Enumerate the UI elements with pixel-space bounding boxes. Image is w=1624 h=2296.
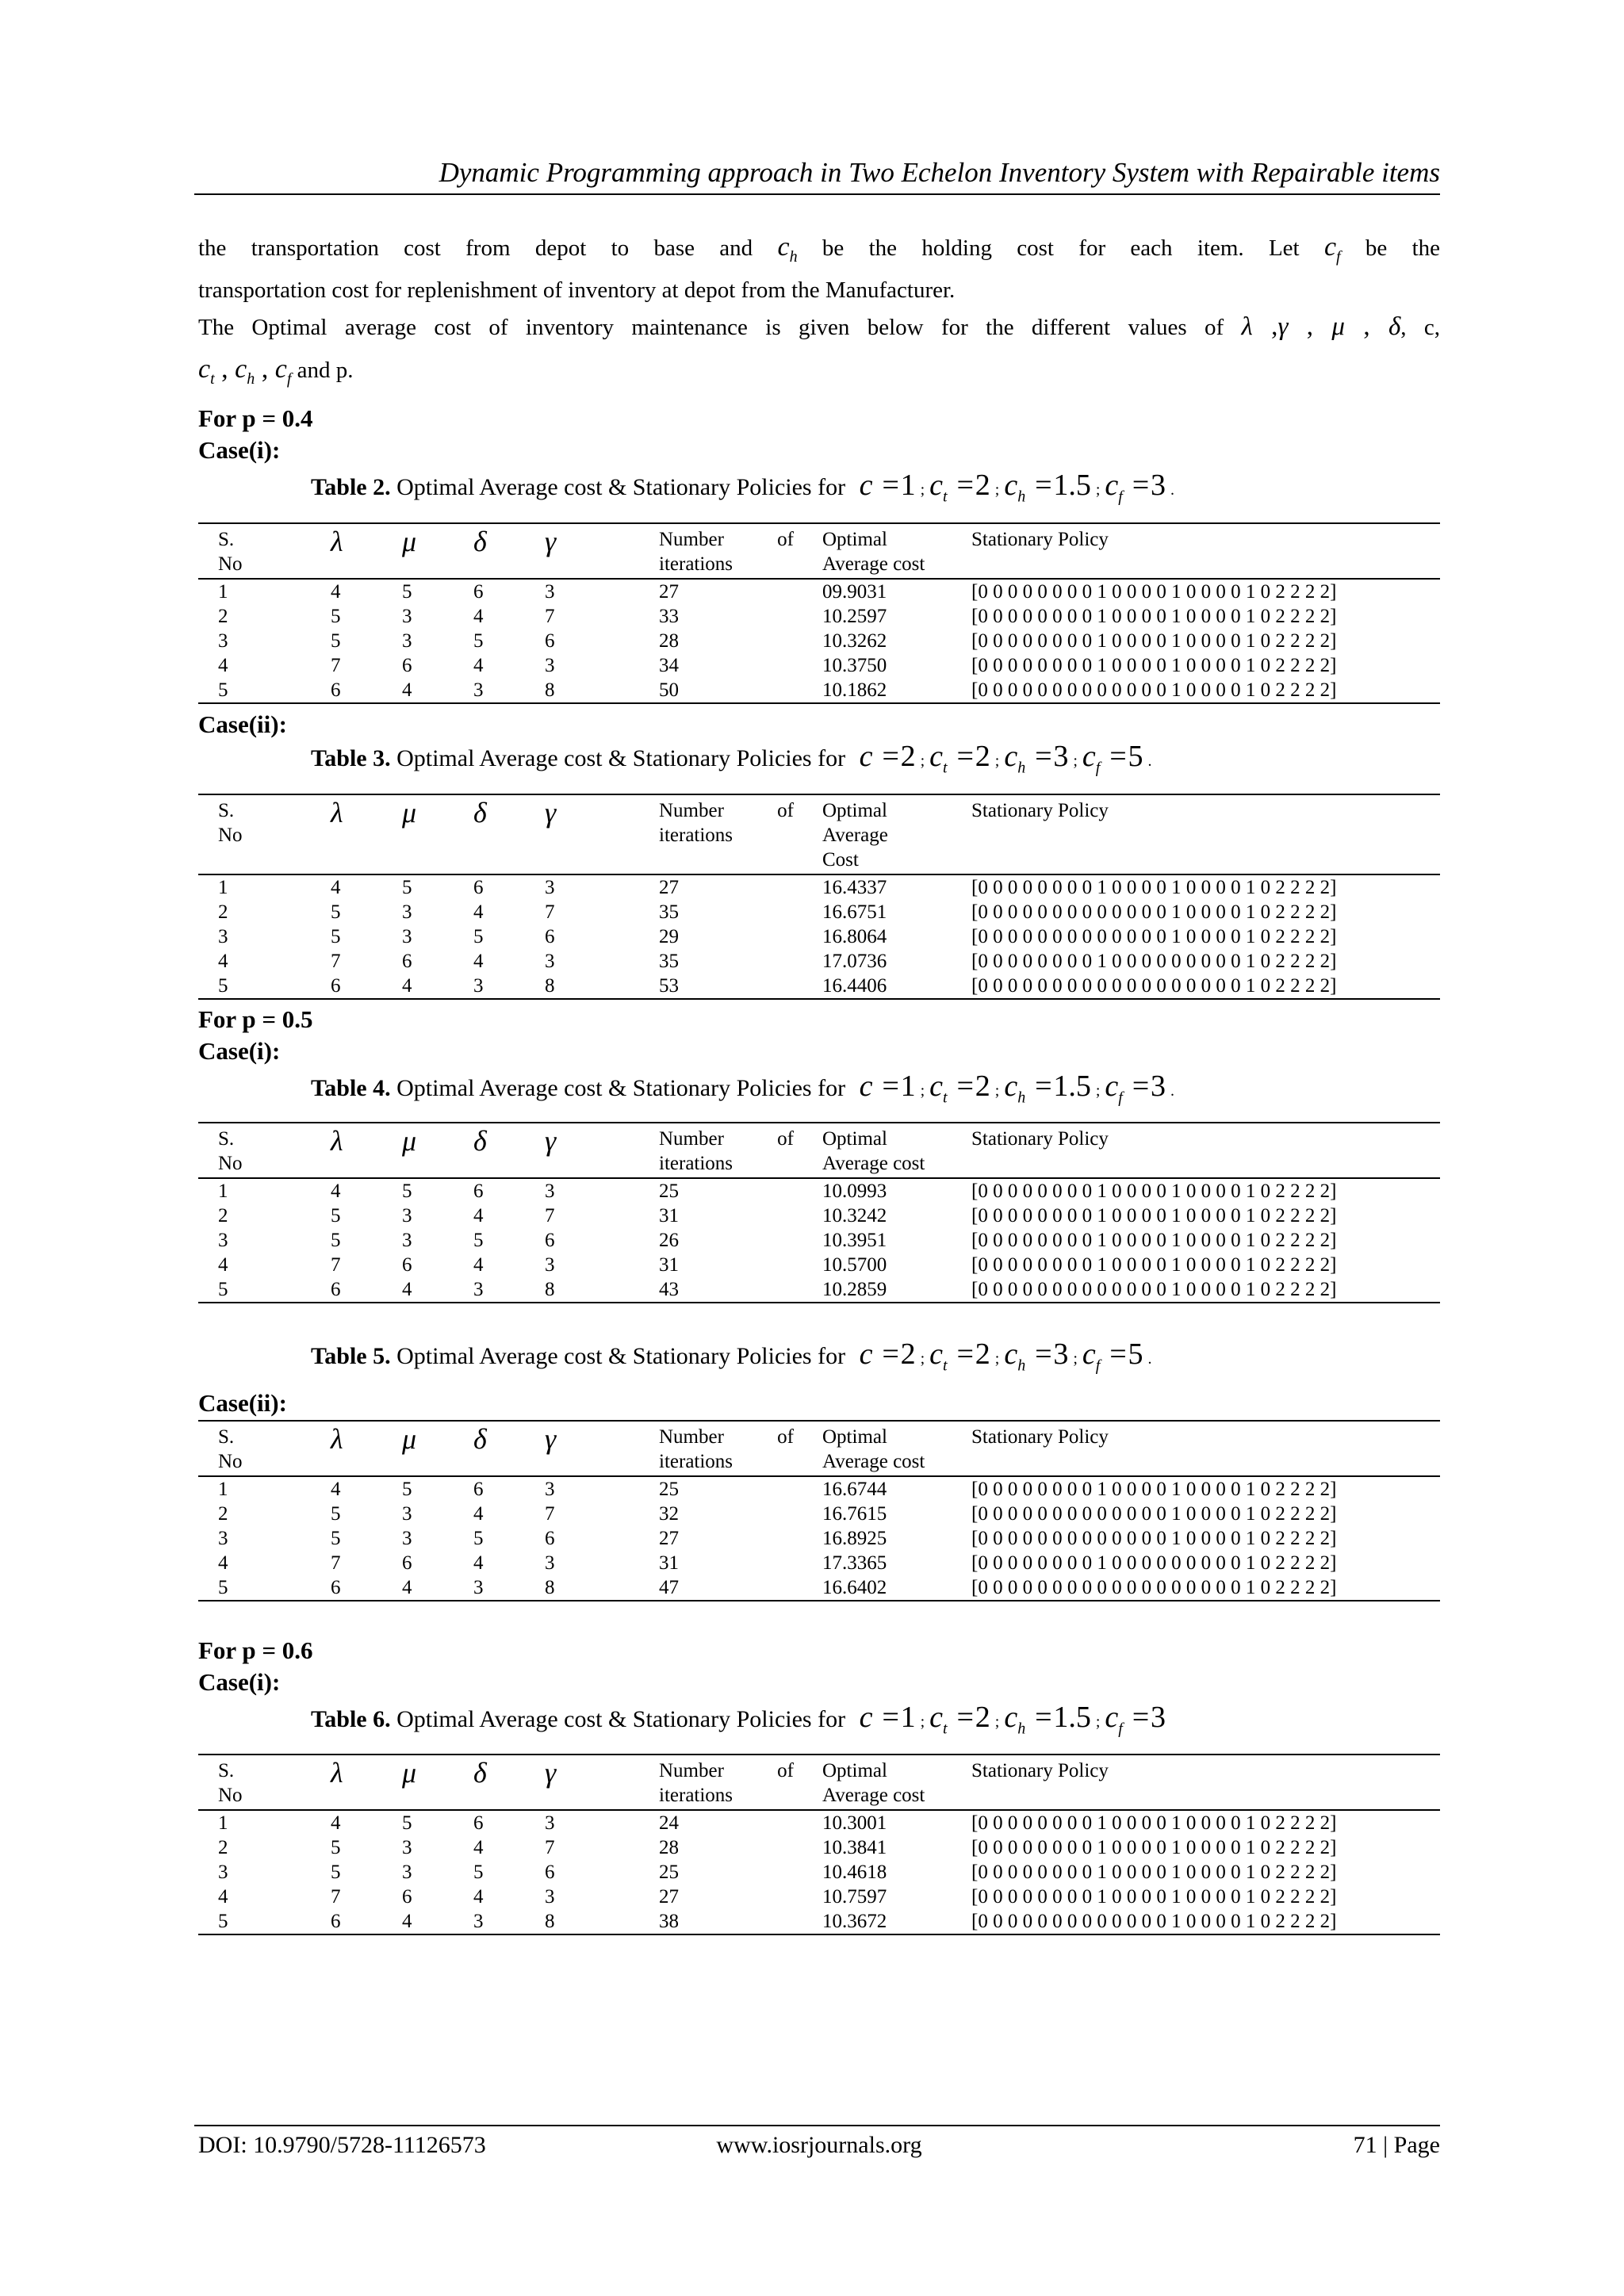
serial-number-cell: 4 <box>218 951 228 972</box>
table-row <box>198 949 1440 974</box>
iterations-cell: 38 <box>659 1909 822 1934</box>
stationary-policy-cell: [0 0 0 0 0 0 0 0 1 0 0 0 0 1 0 0 0 0 1 0 2 2 2 2] <box>971 877 1337 898</box>
iterations-cell: 25 <box>659 1181 679 1202</box>
table-row <box>198 1178 1440 1203</box>
table-header-row: S. No λ μ δ γ Number of iterations Optimal Average cost Stationary Policy <box>198 1755 1440 1810</box>
mu-cell: 3 <box>402 1503 412 1525</box>
delta-cell: 3 <box>473 1277 545 1303</box>
stationary-policy-cell: [0 0 0 0 0 0 0 0 0 0 0 0 0 1 0 0 0 0 1 0 2 2 2 2] <box>971 678 1440 703</box>
stationary-policy-cell: [0 0 0 0 0 0 0 0 1 0 0 0 0 1 0 0 0 0 1 0 2 2 2 2] <box>971 581 1337 603</box>
table-row <box>198 1551 1440 1575</box>
stationary-policy-cell: [0 0 0 0 0 0 0 0 1 0 0 0 0 0 0 0 0 0 1 0 2 2 2 2] <box>971 1552 1337 1574</box>
table-header-row: S. No λ μ δ γ Number of iterations Optimal Average Cost Stationary Policy <box>198 794 1440 874</box>
gamma-cell: 3 <box>545 1812 555 1834</box>
optimal-cost-cell: 10.3262 <box>822 630 887 652</box>
header-rule <box>194 193 1440 195</box>
mu-header: μ <box>402 1757 417 1789</box>
gamma-header: γ <box>545 1125 557 1157</box>
table-3-params: c =2 ; $c_t =2$ ; $c_h =3$ ; $c_f =5$ . <box>859 740 1152 777</box>
gamma-cell: 7 <box>545 1837 555 1858</box>
serial-number-cell: 1 <box>218 877 228 898</box>
delta-header: δ <box>473 1125 487 1157</box>
table-6-caption: Table 6. Optimal Average cost & Stationary Policies for c =1 ; $c_t =2$ ; $c_h =1.5$ ; $c_f =3$ <box>311 1701 1166 1738</box>
serial-number-cell: 1 <box>218 1181 228 1202</box>
case-i-heading: Case(i): <box>198 436 281 464</box>
lambda-header: λ <box>331 1757 343 1789</box>
intro-line-4 <box>198 354 1440 395</box>
iterations-cell: 50 <box>659 678 822 703</box>
iterations-cell: 34 <box>659 655 679 676</box>
iterations-cell: 33 <box>659 606 679 627</box>
delta-cell: 5 <box>473 1862 484 1883</box>
optimal-cost-cell: 16.8064 <box>822 926 887 947</box>
optimal-cost-cell: 10.1862 <box>822 678 971 703</box>
table-3 <box>198 794 1440 1000</box>
optimal-cost-cell: 16.4406 <box>822 974 971 999</box>
table-row <box>198 924 1440 949</box>
lambda-cell: 4 <box>331 1812 341 1834</box>
mu-cell: 3 <box>402 1230 412 1251</box>
stationary-policy-cell: [0 0 0 0 0 0 0 0 1 0 0 0 0 1 0 0 0 0 1 0 2 2 2 2] <box>971 1862 1337 1883</box>
table-row <box>198 1575 1440 1601</box>
serial-number-cell: 3 <box>218 1862 228 1883</box>
table-row <box>198 1860 1440 1885</box>
mu-header: μ <box>402 1423 417 1455</box>
optimal-cost-cell: 10.4618 <box>822 1862 887 1883</box>
gamma-cell: 8 <box>545 678 659 703</box>
serial-number-cell: 4 <box>218 1254 228 1276</box>
delta-header: δ <box>473 526 487 557</box>
intro-text-4: and p. <box>297 358 354 383</box>
iterations-cell: 31 <box>659 1205 679 1226</box>
delta-header: δ <box>473 797 487 828</box>
stationary-policy-cell: [0 0 0 0 0 0 0 0 1 0 0 0 0 1 0 0 0 0 1 0 2 2 2 2] <box>971 1812 1337 1834</box>
lambda-cell: 7 <box>331 1254 341 1276</box>
mu-cell: 6 <box>402 1886 412 1908</box>
delta-cell: 6 <box>473 581 484 603</box>
serial-number-cell: 2 <box>218 901 228 923</box>
mu-cell: 5 <box>402 581 412 603</box>
iterations-cell: 43 <box>659 1277 822 1303</box>
lambda-header: λ <box>331 526 343 557</box>
case-ii-heading: Case(ii): <box>198 710 287 738</box>
table-row <box>198 678 1440 703</box>
mu-cell: 4 <box>402 678 473 703</box>
table-5-caption: Table 5. Optimal Average cost & Stationary Policies for c =2 ; $c_t =2$ ; $c_h =3$ ; $c_f =5$ . <box>311 1338 1342 1382</box>
lambda-cell: 5 <box>331 1837 341 1858</box>
table-row <box>198 1253 1440 1277</box>
serial-number-cell: 5 <box>198 1575 331 1601</box>
stationary-policy-cell: [0 0 0 0 0 0 0 0 0 0 0 0 0 1 0 0 0 0 1 0 2 2 2 2] <box>971 1277 1440 1303</box>
stationary-policy-cell: [0 0 0 0 0 0 0 0 0 0 0 0 0 1 0 0 0 0 1 0 2 2 2 2] <box>971 1528 1337 1549</box>
intro-text-1c: be the <box>1365 235 1441 261</box>
lambda-cell: 7 <box>331 951 341 972</box>
optimal-cost-cell: 16.6402 <box>822 1575 971 1601</box>
stationary-policy-cell: [0 0 0 0 0 0 0 0 1 0 0 0 0 1 0 0 0 0 1 0 2 2 2 2] <box>971 1254 1337 1276</box>
lambda-cell: 4 <box>331 877 341 898</box>
stationary-policy-cell: [0 0 0 0 0 0 0 0 1 0 0 0 0 1 0 0 0 0 1 0 2 2 2 2] <box>971 1886 1337 1908</box>
delta-cell: 4 <box>473 1254 484 1276</box>
table-4 <box>198 1122 1440 1303</box>
lambda-cell: 7 <box>331 1886 341 1908</box>
optimal-cost-cell: 10.2597 <box>822 606 887 627</box>
table-row <box>198 1228 1440 1253</box>
running-head: Dynamic Programming approach in Two Echelon Inventory System with Repairable items <box>439 157 1440 188</box>
gamma-cell: 7 <box>545 1205 555 1226</box>
delta-cell: 3 <box>473 974 545 999</box>
table-header-row: S. No λ μ δ γ Number of iterations Optimal Average cost Stationary Policy <box>198 1123 1440 1178</box>
gamma-cell: 3 <box>545 1254 555 1276</box>
lambda-cell: 4 <box>331 1479 341 1500</box>
lambda-cell: 5 <box>331 606 341 627</box>
stationary-policy-cell: [0 0 0 0 0 0 0 0 0 0 0 0 0 0 0 0 0 0 1 0 2 2 2 2] <box>971 1575 1440 1601</box>
table-row <box>198 604 1440 629</box>
stationary-policy-cell: [0 0 0 0 0 0 0 0 0 0 0 0 0 1 0 0 0 0 1 0 2 2 2 2] <box>971 1909 1440 1934</box>
serial-number-cell: 2 <box>218 1503 228 1525</box>
serial-number-cell: 4 <box>218 1886 228 1908</box>
iterations-cell: 25 <box>659 1479 679 1500</box>
mu-cell: 6 <box>402 1254 412 1276</box>
gamma-cell: 3 <box>545 655 555 676</box>
lambda-cell: 5 <box>331 1230 341 1251</box>
table-row <box>198 1526 1440 1551</box>
table-row <box>198 1277 1440 1303</box>
gamma-cell: 7 <box>545 606 555 627</box>
table-5-params: c =2 ; $c_t =2$ ; $c_h =3$ ; $c_f =5$ . <box>859 1337 1152 1375</box>
serial-number-cell: 5 <box>198 678 331 703</box>
optimal-cost-cell: 10.2859 <box>822 1277 971 1303</box>
optimal-cost-cell: 16.8925 <box>822 1528 887 1549</box>
optimal-cost-cell: 10.5700 <box>822 1254 887 1276</box>
table-2-caption: Table 2. Optimal Average cost & Stationary Policies for c =1 ; $c_t =2$ ; $c_h =1.5$ ; $c_f =3$ . <box>311 469 1342 513</box>
stationary-policy-cell: [0 0 0 0 0 0 0 0 1 0 0 0 0 1 0 0 0 0 1 0 2 2 2 2] <box>971 1837 1337 1858</box>
optimal-cost-cell: 17.0736 <box>822 951 887 972</box>
mu-cell: 3 <box>402 901 412 923</box>
delta-cell: 4 <box>473 1205 484 1226</box>
table-3-caption: Table 3. Optimal Average cost & Stationary Policies for c =2 ; $c_t =2$ ; $c_h =3$ ; $c_f =5$ . <box>311 740 1342 784</box>
iterations-cell: 31 <box>659 1254 679 1276</box>
lambda-cell: 6 <box>331 1277 402 1303</box>
delta-cell: 5 <box>473 630 484 652</box>
table-row <box>198 900 1440 924</box>
gamma-cell: 3 <box>545 1886 555 1908</box>
table-4-params: c =1 ; $c_t =2$ ; $c_h =1.5$ ; $c_f =3$ . <box>859 1070 1175 1107</box>
iterations-cell: 47 <box>659 1575 822 1601</box>
delta-cell: 3 <box>473 1575 545 1601</box>
table-row <box>198 974 1440 999</box>
stationary-policy-cell: [0 0 0 0 0 0 0 0 0 0 0 0 0 1 0 0 0 0 1 0 2 2 2 2] <box>971 901 1337 923</box>
iterations-cell: 31 <box>659 1552 679 1574</box>
gamma-header: γ <box>545 1423 557 1455</box>
gamma-cell: 6 <box>545 1528 555 1549</box>
lambda-cell: 5 <box>331 1205 341 1226</box>
serial-number-cell: 2 <box>218 1837 228 1858</box>
mu-cell: 3 <box>402 926 412 947</box>
gamma-cell: 3 <box>545 1479 555 1500</box>
mu-cell: 5 <box>402 1812 412 1834</box>
serial-number-cell: 5 <box>198 1909 331 1934</box>
mu-cell: 6 <box>402 655 412 676</box>
lambda-cell: 5 <box>331 1862 341 1883</box>
mu-cell: 5 <box>402 1181 412 1202</box>
table-2 <box>198 522 1440 704</box>
table-row <box>198 1885 1440 1909</box>
case-i-heading: Case(i): <box>198 1668 281 1696</box>
stationary-policy-cell: [0 0 0 0 0 0 0 0 0 0 0 0 0 0 0 0 0 0 1 0 2 2 2 2] <box>971 974 1440 999</box>
math-greek-list: λ ,γ , μ , δ <box>1241 312 1401 341</box>
mu-cell: 5 <box>402 877 412 898</box>
intro-text-3-tail: , c, <box>1400 315 1441 340</box>
mu-cell: 4 <box>402 1575 473 1601</box>
stationary-policy-cell: [0 0 0 0 0 0 0 0 0 0 0 0 0 1 0 0 0 0 1 0 2 2 2 2] <box>971 1503 1337 1525</box>
stationary-policy-cell: [0 0 0 0 0 0 0 0 1 0 0 0 0 1 0 0 0 0 1 0 2 2 2 2] <box>971 1181 1337 1202</box>
footer-page-number: 71 | Page <box>1353 2132 1440 2158</box>
table-6-params: c =1 ; $c_t =2$ ; $c_h =1.5$ ; $c_f =3$ <box>859 1701 1166 1738</box>
lambda-header: λ <box>331 1125 343 1157</box>
lambda-cell: 6 <box>331 678 402 703</box>
serial-number-cell: 5 <box>198 974 331 999</box>
mu-cell: 3 <box>402 1205 412 1226</box>
delta-cell: 6 <box>473 877 484 898</box>
optimal-cost-cell: 10.3672 <box>822 1909 971 1934</box>
lambda-cell: 5 <box>331 1528 341 1549</box>
serial-number-cell: 5 <box>198 1277 331 1303</box>
gamma-cell: 6 <box>545 630 555 652</box>
delta-cell: 4 <box>473 655 484 676</box>
optimal-cost-cell: 16.4337 <box>822 877 887 898</box>
delta-cell: 6 <box>473 1479 484 1500</box>
gamma-cell: 7 <box>545 1503 555 1525</box>
lambda-header: λ <box>331 797 343 828</box>
gamma-cell: 6 <box>545 926 555 947</box>
serial-number-cell: 1 <box>218 581 228 603</box>
delta-cell: 5 <box>473 1230 484 1251</box>
gamma-cell: 3 <box>545 1181 555 1202</box>
delta-cell: 4 <box>473 951 484 972</box>
delta-header: δ <box>473 1423 487 1455</box>
iterations-cell: 28 <box>659 630 679 652</box>
optimal-cost-cell: 10.3001 <box>822 1812 887 1834</box>
optimal-cost-cell: 10.3750 <box>822 655 887 676</box>
gamma-cell: 8 <box>545 1575 659 1601</box>
iterations-cell: 29 <box>659 926 679 947</box>
gamma-cell: 3 <box>545 1552 555 1574</box>
table-6 <box>198 1754 1440 1935</box>
footer-website: www.iosrjournals.org <box>716 2132 922 2158</box>
math-cost-list: $c_t$ , $c_h$ , $c_f$ <box>198 354 292 388</box>
serial-number-cell: 2 <box>218 1205 228 1226</box>
lambda-cell: 5 <box>331 630 341 652</box>
footer-rule <box>194 2125 1440 2126</box>
iterations-cell: 27 <box>659 1528 679 1549</box>
gamma-cell: 8 <box>545 1277 659 1303</box>
iterations-cell: 28 <box>659 1837 679 1858</box>
optimal-cost-cell: 10.7597 <box>822 1886 887 1908</box>
lambda-cell: 5 <box>331 926 341 947</box>
intro-text-1b: be the holding cost for each item. Let <box>822 235 1300 261</box>
optimal-cost-cell: 16.6751 <box>822 901 887 923</box>
table-row <box>198 1203 1440 1228</box>
mu-cell: 4 <box>402 1277 473 1303</box>
lambda-header: λ <box>331 1423 343 1455</box>
iterations-cell: 35 <box>659 951 679 972</box>
lambda-cell: 5 <box>331 1503 341 1525</box>
optimal-cost-cell: 10.3242 <box>822 1205 887 1226</box>
case-ii-heading: Case(ii): <box>198 1389 287 1417</box>
lambda-cell: 7 <box>331 655 341 676</box>
delta-cell: 3 <box>473 678 545 703</box>
serial-number-cell: 3 <box>218 1230 228 1251</box>
stationary-policy-cell: [0 0 0 0 0 0 0 0 0 0 0 0 0 1 0 0 0 0 1 0 2 2 2 2] <box>971 926 1337 947</box>
delta-cell: 6 <box>473 1812 484 1834</box>
gamma-cell: 6 <box>545 1862 555 1883</box>
iterations-cell: 27 <box>659 1886 679 1908</box>
mu-cell: 4 <box>402 974 473 999</box>
mu-header: μ <box>402 1125 417 1157</box>
stationary-policy-cell: [0 0 0 0 0 0 0 0 1 0 0 0 0 1 0 0 0 0 1 0 2 2 2 2] <box>971 1205 1337 1226</box>
mu-header: μ <box>402 797 417 828</box>
table-4-caption: Table 4. Optimal Average cost & Stationary Policies for c =1 ; $c_t =2$ ; $c_h =1.5$ ; $c_f =3$ . <box>311 1070 1342 1114</box>
lambda-cell: 7 <box>331 1552 341 1574</box>
table-header-row: S. No λ μ δ γ Number of iterations Optimal Average cost Stationary Policy <box>198 1421 1440 1476</box>
lambda-cell: 6 <box>331 1909 402 1934</box>
section-p-0-4: For p = 0.4 <box>198 404 313 432</box>
optimal-cost-cell: 10.0993 <box>822 1181 887 1202</box>
table-row <box>198 1502 1440 1526</box>
intro-line-1 <box>198 232 1440 273</box>
table-header-row: S. No λ μ δ γ Number of iterations Optimal Average cost Stationary Policy <box>198 523 1440 579</box>
mu-cell: 3 <box>402 1528 412 1549</box>
delta-cell: 6 <box>473 1181 484 1202</box>
mu-cell: 3 <box>402 1862 412 1883</box>
mu-cell: 6 <box>402 1552 412 1574</box>
intro-text-3: The Optimal average cost of inventory maintenance is given below for the different values of <box>198 315 1224 340</box>
table-row <box>198 1810 1440 1835</box>
serial-number-cell: 2 <box>218 606 228 627</box>
lambda-cell: 6 <box>331 974 402 999</box>
optimal-cost-cell: 10.3951 <box>822 1230 887 1251</box>
iterations-cell: 32 <box>659 1503 679 1525</box>
gamma-header: γ <box>545 797 557 828</box>
delta-cell: 3 <box>473 1909 545 1934</box>
case-i-heading: Case(i): <box>198 1037 281 1065</box>
delta-header: δ <box>473 1757 487 1789</box>
stationary-policy-cell: [0 0 0 0 0 0 0 0 1 0 0 0 0 0 0 0 0 0 1 0 2 2 2 2] <box>971 951 1337 972</box>
iterations-cell: 27 <box>659 877 679 898</box>
math-cf: $c_f$ <box>1323 232 1341 266</box>
footer-doi: DOI: 10.9790/5728-11126573 <box>198 2132 486 2158</box>
mu-cell: 3 <box>402 1837 412 1858</box>
intro-line-2: transportation cost for replenishment of inventory at depot from the Manufacturer. <box>198 277 956 303</box>
serial-number-cell: 3 <box>218 1528 228 1549</box>
serial-number-cell: 4 <box>218 655 228 676</box>
gamma-cell: 6 <box>545 1230 555 1251</box>
mu-cell: 6 <box>402 951 412 972</box>
gamma-cell: 3 <box>545 581 555 603</box>
iterations-cell: 24 <box>659 1812 679 1834</box>
delta-cell: 5 <box>473 1528 484 1549</box>
iterations-cell: 25 <box>659 1862 679 1883</box>
delta-cell: 4 <box>473 606 484 627</box>
optimal-cost-cell: 16.7615 <box>822 1503 887 1525</box>
serial-number-cell: 3 <box>218 926 228 947</box>
math-ch: $c_h$ <box>777 232 798 266</box>
lambda-cell: 6 <box>331 1575 402 1601</box>
iterations-cell: 27 <box>659 581 679 603</box>
table-row <box>198 1909 1440 1934</box>
serial-number-cell: 3 <box>218 630 228 652</box>
intro-text-1a: the transportation cost from depot to base and <box>198 235 753 261</box>
stationary-policy-cell: [0 0 0 0 0 0 0 0 1 0 0 0 0 1 0 0 0 0 1 0 2 2 2 2] <box>971 606 1337 627</box>
gamma-cell: 7 <box>545 901 555 923</box>
serial-number-cell: 1 <box>218 1479 228 1500</box>
delta-cell: 4 <box>473 901 484 923</box>
stationary-policy-cell: [0 0 0 0 0 0 0 0 1 0 0 0 0 1 0 0 0 0 1 0 2 2 2 2] <box>971 1479 1337 1500</box>
delta-cell: 4 <box>473 1552 484 1574</box>
gamma-header: γ <box>545 1757 557 1789</box>
gamma-cell: 8 <box>545 974 659 999</box>
iterations-cell: 26 <box>659 1230 679 1251</box>
intro-line-3 <box>198 311 1440 343</box>
gamma-cell: 3 <box>545 951 555 972</box>
lambda-cell: 5 <box>331 901 341 923</box>
mu-cell: 3 <box>402 630 412 652</box>
mu-cell: 5 <box>402 1479 412 1500</box>
gamma-cell: 8 <box>545 1909 659 1934</box>
gamma-cell: 3 <box>545 877 555 898</box>
section-p-0-5: For p = 0.5 <box>198 1005 313 1033</box>
table-row <box>198 653 1440 678</box>
table-2-params: c =1 ; $c_t =2$ ; $c_h =1.5$ ; $c_f =3$ . <box>859 469 1175 506</box>
mu-cell: 3 <box>402 606 412 627</box>
delta-cell: 5 <box>473 926 484 947</box>
gamma-header: γ <box>545 526 557 557</box>
optimal-cost-cell: 10.3841 <box>822 1837 887 1858</box>
iterations-cell: 35 <box>659 901 679 923</box>
delta-cell: 4 <box>473 1886 484 1908</box>
lambda-cell: 4 <box>331 1181 341 1202</box>
optimal-cost-cell: 17.3365 <box>822 1552 887 1574</box>
stationary-policy-cell: [0 0 0 0 0 0 0 0 1 0 0 0 0 1 0 0 0 0 1 0 2 2 2 2] <box>971 655 1337 676</box>
lambda-cell: 4 <box>331 581 341 603</box>
mu-cell: 4 <box>402 1909 473 1934</box>
stationary-policy-cell: [0 0 0 0 0 0 0 0 1 0 0 0 0 1 0 0 0 0 1 0 2 2 2 2] <box>971 630 1337 652</box>
delta-cell: 4 <box>473 1503 484 1525</box>
table-row <box>198 1476 1440 1502</box>
table-row <box>198 874 1440 900</box>
table-row <box>198 629 1440 653</box>
optimal-cost-cell: 09.9031 <box>822 581 887 603</box>
table-5 <box>198 1420 1440 1601</box>
delta-cell: 4 <box>473 1837 484 1858</box>
section-p-0-6: For p = 0.6 <box>198 1636 313 1664</box>
mu-header: μ <box>402 526 417 557</box>
table-row <box>198 1835 1440 1860</box>
serial-number-cell: 1 <box>218 1812 228 1834</box>
stationary-policy-cell: [0 0 0 0 0 0 0 0 1 0 0 0 0 1 0 0 0 0 1 0 2 2 2 2] <box>971 1230 1337 1251</box>
optimal-cost-cell: 16.6744 <box>822 1479 887 1500</box>
iterations-cell: 53 <box>659 974 822 999</box>
table-row <box>198 579 1440 604</box>
serial-number-cell: 4 <box>218 1552 228 1574</box>
